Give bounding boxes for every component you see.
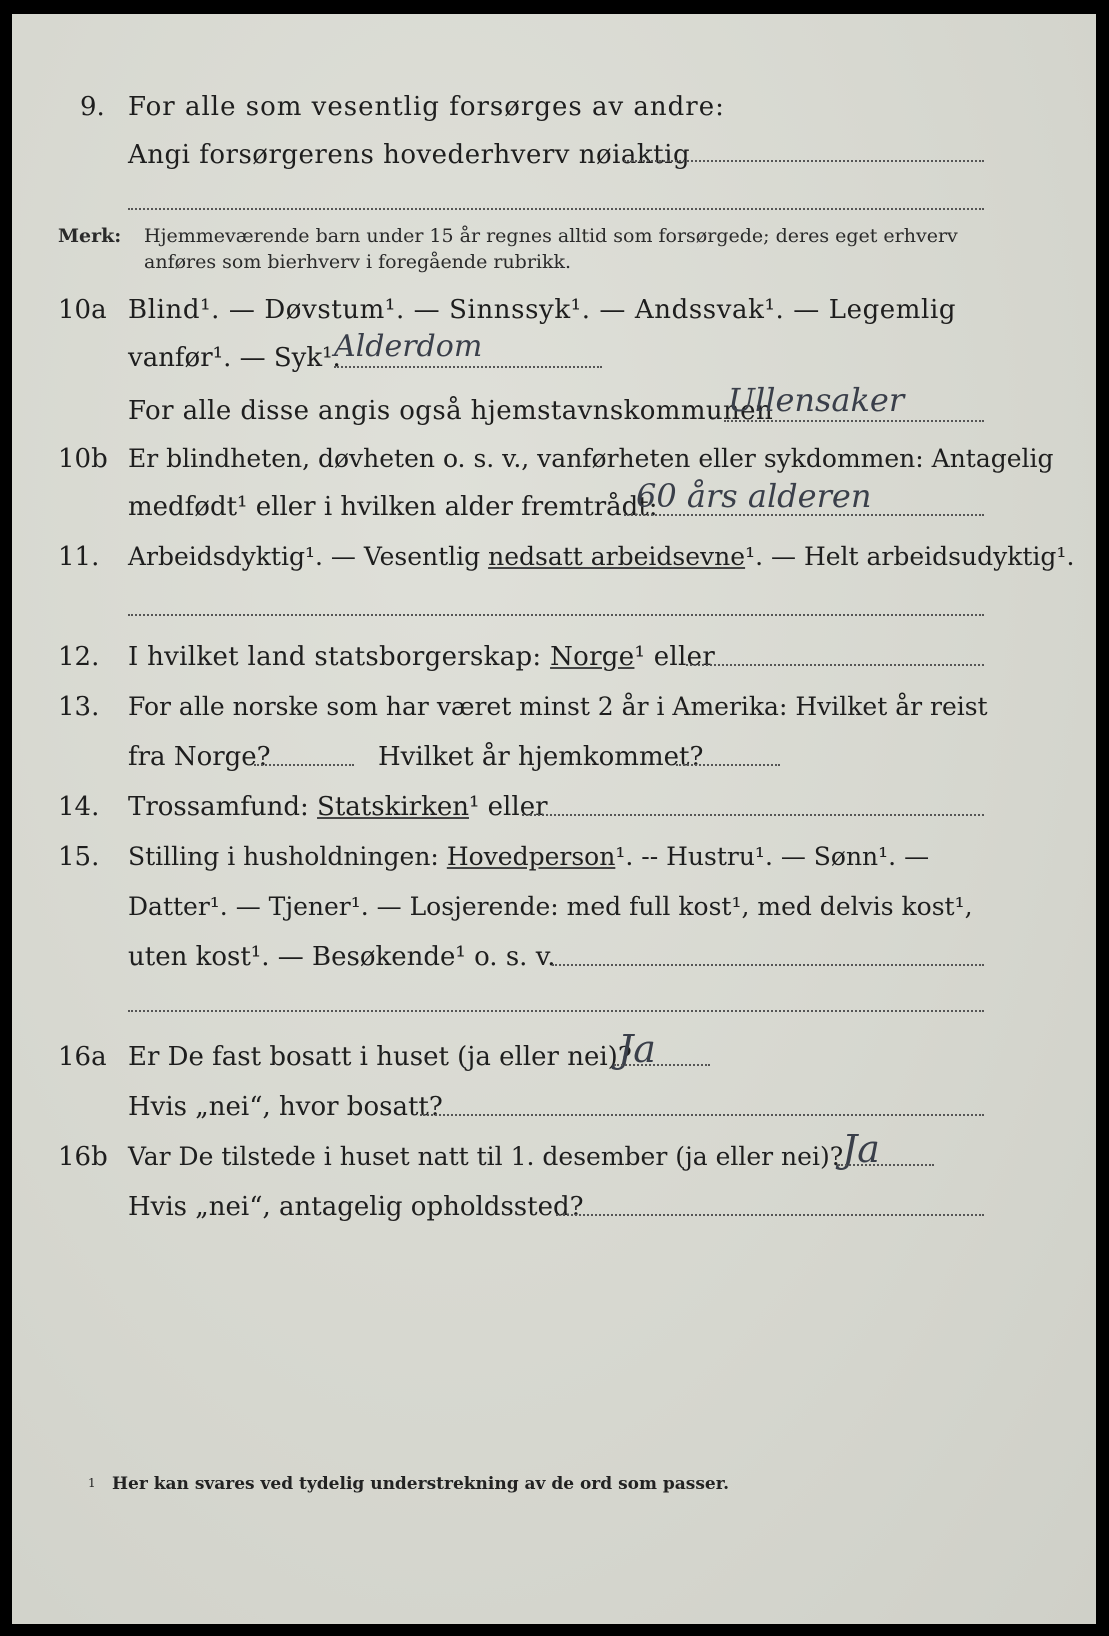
q14-number: 14. — [58, 792, 100, 822]
q13-reist-line — [254, 764, 354, 766]
q11-answer-line — [128, 614, 984, 616]
q15-answer-line — [552, 964, 984, 966]
q15-answer-line-2 — [128, 1010, 984, 1012]
q9-answer-line — [624, 160, 984, 162]
q13-line2b: Hvilket år hjemkommet? — [378, 742, 704, 772]
q13-hjemkommet-line — [676, 764, 780, 766]
q13-line2a: fra Norge? — [128, 742, 271, 772]
q10a-line1: Blind¹. — Døvstum¹. — Sinnssyk¹. — Andssvak¹. — Legemlig — [128, 295, 957, 325]
q13-line1: For alle norske som har været minst 2 år i Amerika: Hvilket år reist — [128, 692, 988, 721]
census-form-page — [12, 14, 1096, 1624]
q11-underlined-option: nedsatt arbeidsevne — [488, 542, 746, 571]
q10b-line1: Er blindheten, døvheten o. s. v., vanførheten eller sykdommen: Antagelig — [128, 444, 1054, 473]
q10a-syk-answer: Alderdom — [334, 329, 483, 364]
merk-line1: Hjemmeværende barn under 15 år regnes alltid som forsørgede; deres eget erhverv — [144, 225, 958, 247]
q16b-opholdssted-line — [556, 1214, 984, 1216]
q11-line1 — [128, 544, 1074, 569]
q15-number: 15. — [58, 842, 100, 872]
q15-underlined-option: Hovedperson — [446, 842, 616, 871]
q11-number: 11. — [58, 542, 100, 572]
q10b-line2: medfødt¹ eller i hvilken alder fremtrådt: — [128, 492, 658, 522]
q14-line1 — [128, 794, 548, 820]
q15-line3: uten kost¹. — Besøkende¹ o. s. v. — [128, 942, 556, 972]
q14-text-a: Trossamfund: — [128, 792, 318, 822]
q16a-line1: Er De fast bosatt i huset (ja eller nei)? — [128, 1042, 632, 1072]
q10b-answer-line — [624, 514, 984, 516]
q16a-answer-line — [614, 1064, 710, 1066]
q10a-kommune-line — [724, 420, 984, 422]
q14-text-c: ¹ eller — [468, 792, 548, 822]
merk-label: Merk: — [58, 225, 122, 247]
q11-text-a: Arbeidsdyktig¹. — Vesentlig — [128, 542, 489, 571]
q10a-line3: For alle disse angis også hjemstavnskommunen — [128, 396, 774, 426]
q14-answer-line — [522, 814, 984, 816]
q10a-kommune-answer: Ullensaker — [728, 381, 905, 419]
q16a-answer: Ja — [618, 1027, 656, 1071]
q16b-number: 16b — [58, 1142, 108, 1172]
q15-line2: Datter¹. — Tjener¹. — Losjerende: med full kost¹, med delvis kost¹, — [128, 892, 973, 921]
q10a-line2: vanfør¹. — Syk¹. — [128, 343, 341, 373]
q16b-answer: Ja — [842, 1127, 880, 1171]
q12-text-c: ¹ eller — [634, 642, 716, 672]
q9-number: 9. — [80, 92, 105, 122]
q16b-line1: Var De tilstede i huset natt til 1. desember (ja eller nei)? — [128, 1142, 844, 1171]
q16b-answer-line — [838, 1164, 934, 1166]
q9-answer-line-2 — [128, 208, 984, 210]
q15-line1 — [128, 844, 929, 869]
q9-line1: For alle som vesentlig forsørges av andre: — [128, 92, 725, 122]
q13-number: 13. — [58, 692, 100, 722]
merk-line2: anføres som bierhverv i foregående rubrikk. — [144, 251, 572, 273]
q12-answer-line — [686, 664, 984, 666]
q10a-number: 10a — [58, 295, 107, 325]
q10a-syk-line — [334, 366, 602, 368]
q12-underlined-option: Norge — [550, 642, 635, 672]
q16b-line2: Hvis „nei“, antagelig opholdssted? — [128, 1192, 584, 1222]
q16a-line2: Hvis „nei“, hvor bosatt? — [128, 1092, 443, 1122]
q16a-number: 16a — [58, 1042, 107, 1072]
q14-underlined-option: Statskirken — [317, 792, 469, 822]
q10b-number: 10b — [58, 444, 108, 474]
footnote-text: Her kan svares ved tydelig understrekning av de ord som passer. — [112, 1474, 730, 1494]
q15-text-a: Stilling i husholdningen: — [128, 842, 447, 871]
q12-line1 — [128, 644, 715, 670]
q9-line2: Angi forsørgerens hovederhverv nøiaktig — [128, 140, 691, 170]
q12-text-a: I hvilket land statsborgerskap: — [128, 642, 551, 672]
q11-text-c: ¹. — Helt arbeidsudyktig¹. — [745, 542, 1075, 571]
q10b-answer: 60 års alderen — [636, 477, 872, 515]
q16a-bosatt-line — [420, 1114, 984, 1116]
q12-number: 12. — [58, 642, 100, 672]
footnote-mark: 1 — [88, 1476, 96, 1490]
q15-text-c: ¹. -- Hustru¹. — Sønn¹. — — [615, 842, 930, 871]
